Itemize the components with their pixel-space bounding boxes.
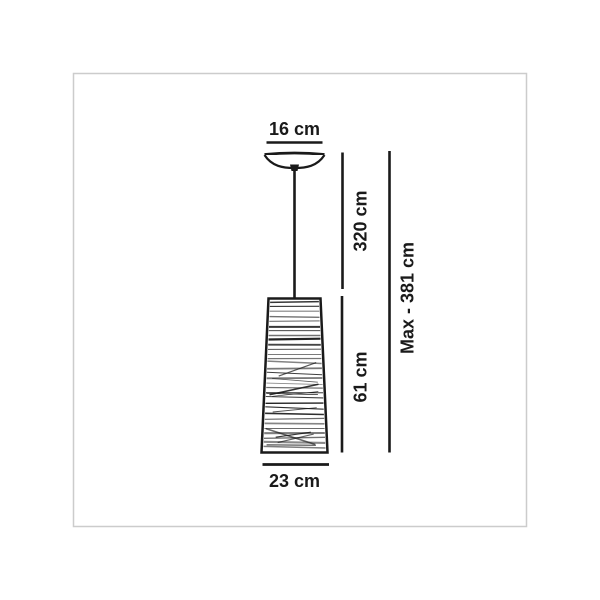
lamp-shade [262, 299, 328, 453]
canopy-width-label: 16 cm [268, 119, 321, 139]
shade-diameter-label: 23 cm [268, 471, 321, 491]
cable-length-label: 320 cm [350, 190, 371, 252]
shade-height-label: 61 cm [350, 351, 371, 403]
max-drop-label: Max - 381 cm [397, 241, 418, 355]
shade-texture-stroke [266, 388, 323, 389]
canopy-top-edge [265, 153, 325, 155]
shade-texture-stroke [269, 321, 319, 322]
shade-texture-stroke [269, 339, 321, 340]
ceiling-canopy [265, 153, 325, 171]
shade-texture-stroke [270, 317, 320, 318]
shade-texture-stroke [267, 445, 316, 446]
shade-texture-stroke [264, 442, 325, 443]
shade-texture-stroke [270, 302, 319, 303]
pendant-lamp-drawing [262, 153, 328, 453]
